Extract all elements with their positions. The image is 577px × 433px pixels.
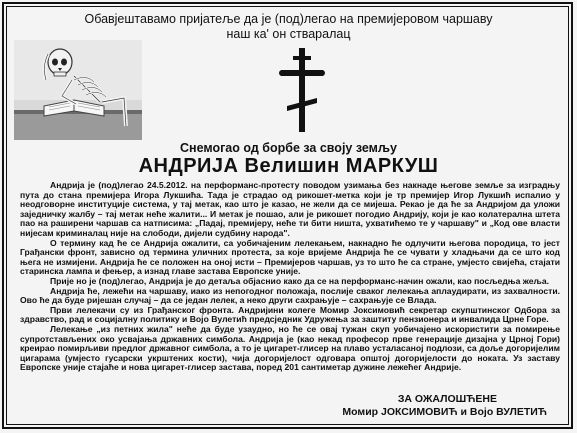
paragraph: Прије но је (под)легао, Андрија је до детаља објаснио како да се на перформанс-начин ожали, као посљедња жеља. [50,275,549,286]
paragraph: Први лелекачи су из Грађанског фронта. Андријини колеге Момир Јоксимовић секретар скупштинског Одбора за здравство, рад и социјалну политику и Војо Вулетић предсједник Удружења за заштиту пензионера и инвалида Црне Горе. [20,304,560,325]
paragraph: Андрија ће, лежећи на чаршаву, иако из непогодног положаја, послије сваког лелекања аплаудирати, из захвалности. Ово ће да буде ријешан случај – да се један лелек, а неко други сахрањује – сахрањује се Влада. [20,285,560,306]
footer-mourners-names: Момир ЈОКСИМОВИЋ и Војо ВУЛЕТИЋ [342,406,547,418]
paragraph: О термину кад ће се Андрија ожалити, са уобичајеним лелекањем, накнадно ће одлучити његова породица, то јест Грађански фронт, зависно од термина уличних протеста, за које вријеме Андрија ће се чувати у хладњачи да се што код њега не измијени. Андрија ће се положен на оној исти – Премијеров чаршав, уз то што ће са стране, умјесто свијећа, стајати старинска лампа и фењер, а изнад главе застава Европске уније. [20,237,560,277]
header-line-2: наш ка' он стваралац [226,27,351,41]
subtitle: Снемогао од борбе за своју земљу [180,141,397,155]
deceased-name: АНДРИЈА Велишин МАРКУШ [138,155,439,177]
obituary-body [20,181,560,373]
footer-mourners-heading: ЗА ОЖАЛОШЋЕНЕ [397,393,497,405]
header-line-1: Обавјештавамо пријатеље да је (под)легао на премијеровом чаршаву [84,12,493,26]
skeleton-reading-book [14,40,142,140]
paragraph: Андрија је (под)легао 24.5.2012. на перформанс-протесту поводом узимања без накнаде његове земље за изградњу пута до стана премијера Игора Лукшића. Тада је страдао од рикошет-метка који је тр премијер Игор Лукшић испалио у неодговорне институције система, у тај метак, као што је казао, не жели да се мијеша. Рекао је да ће за Андријом да уложи заједничку жалбу – тај метак неће жалити... И метак је пошао, али је рикошет погодио Андрију, који је као колатерална штета пао на раширени чаршав са натписима: „Падај, премијеру, неће ти бити ништа, ухватићемо те у чаршаву" и „Код ове власти нијесам криминалац није на слободи, дијели судбину народа". [20,180,560,238]
paragraph: Лелекање „из петних жила" неће да буде узаудно, но ће се овај тужан скуп уобичајено искористити за помирење супротстављених око усвајања државних симбола. Андрија је (као некад професор прве генерације дизајна у Црној Гори) креирао помирљиви предлог државног симбола, а то је цигарет-глисер на плаво усталасаној подлози, са доље догоријелим цигарама (умјесто гусарски укрштених кости), чија догоријелост одговара општој догоријелости до нокатa. Уз заставу Европске уније стајаће и нова цигарет-глисер застава, поред 201 сантиметар дужине лежећег Андрије. [20,323,560,373]
orthodox-cross-icon [279,48,325,132]
